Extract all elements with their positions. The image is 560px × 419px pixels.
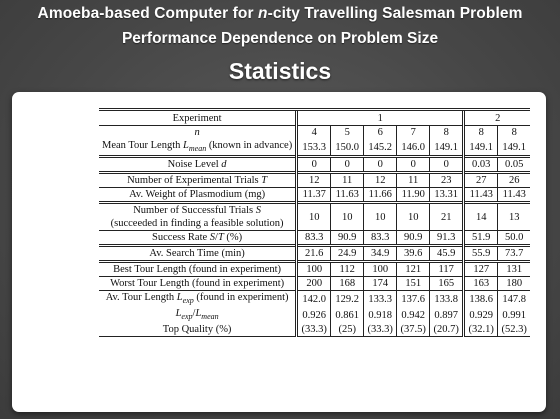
cell-succ-1: 10 bbox=[297, 203, 331, 231]
row-label-n: n bbox=[99, 126, 297, 140]
cell-best-6: 127 bbox=[464, 262, 498, 277]
cell-mean-7: 149.1 bbox=[498, 139, 531, 157]
cell-trials-3: 12 bbox=[364, 173, 397, 188]
row-label-succ: Number of Successful Trials S (succeeded in finding a feasible solution) bbox=[99, 203, 297, 231]
row-label-weight: Av. Weight of Plasmodium (mg) bbox=[99, 188, 297, 203]
cell-worst-2: 168 bbox=[331, 277, 364, 291]
table-row-rate bbox=[99, 231, 530, 246]
cell-lexp-5: 133.8 bbox=[430, 291, 464, 308]
cell-top-1: (33.3) bbox=[297, 323, 331, 337]
table-row-ratio bbox=[99, 307, 530, 323]
cell-best-7: 131 bbox=[498, 262, 531, 277]
row-label-top: Top Quality (%) bbox=[99, 323, 297, 337]
cell-time-4: 39.6 bbox=[397, 246, 430, 262]
cell-succ-2: 10 bbox=[331, 203, 364, 231]
cell-n-7: 8 bbox=[498, 126, 531, 140]
cell-trials-2: 11 bbox=[331, 173, 364, 188]
cell-worst-4: 151 bbox=[397, 277, 430, 291]
row-label-lexp: Av. Tour Length $L_{exp}$ (found in experiment) bbox=[99, 291, 297, 308]
cell-time-5: 45.9 bbox=[430, 246, 464, 262]
cell-noise-1: 0 bbox=[297, 157, 331, 173]
table-row-weight bbox=[99, 188, 530, 203]
cell-trials-6: 27 bbox=[464, 173, 498, 188]
slide-title: Amoeba-based Computer for n-city Travelling Salesman Problem bbox=[37, 5, 523, 22]
cell-mean-2: 150.0 bbox=[331, 139, 364, 157]
cell-mean-1: 153.3 bbox=[297, 139, 331, 157]
cell-top-2: (25) bbox=[331, 323, 364, 337]
cell-weight-4: 11.90 bbox=[397, 188, 430, 203]
section-heading: Statistics bbox=[228, 58, 332, 84]
cell-weight-3: 11.66 bbox=[364, 188, 397, 203]
cell-weight-6: 11.43 bbox=[464, 188, 498, 203]
row-label-time: Av. Search Time (min) bbox=[99, 246, 297, 262]
cell-worst-3: 174 bbox=[364, 277, 397, 291]
cell-succ-7: 13 bbox=[498, 203, 531, 231]
cell-succ-5: 21 bbox=[430, 203, 464, 231]
cell-ratio-1: 0.926 bbox=[297, 307, 331, 323]
cell-mean-5: 149.1 bbox=[430, 139, 464, 157]
cell-succ-3: 10 bbox=[364, 203, 397, 231]
cell-lexp-2: 129.2 bbox=[331, 291, 364, 308]
cell-noise-7: 0.05 bbox=[498, 157, 531, 173]
cell-rate-3: 83.3 bbox=[364, 231, 397, 246]
cell-best-1: 100 bbox=[297, 262, 331, 277]
row-label-rate: Success Rate S/T (%) bbox=[99, 231, 297, 246]
cell-weight-7: 11.43 bbox=[498, 188, 531, 203]
cell-weight-2: 11.63 bbox=[331, 188, 364, 203]
cell-rate-2: 90.9 bbox=[331, 231, 364, 246]
cell-time-2: 24.9 bbox=[331, 246, 364, 262]
table-row-time bbox=[99, 246, 530, 262]
cell-mean-6: 149.1 bbox=[464, 139, 498, 157]
cell-worst-1: 200 bbox=[297, 277, 331, 291]
cell-noise-2: 0 bbox=[331, 157, 364, 173]
cell-trials-5: 23 bbox=[430, 173, 464, 188]
row-label-trials: Number of Experimental Trials T bbox=[99, 173, 297, 188]
cell-n-5: 8 bbox=[430, 126, 464, 140]
table-row-mean bbox=[99, 139, 530, 157]
table-header-row bbox=[99, 110, 530, 126]
cell-noise-3: 0 bbox=[364, 157, 397, 173]
group-1-header: 1 bbox=[297, 110, 464, 126]
cell-succ-6: 14 bbox=[464, 203, 498, 231]
cell-worst-5: 165 bbox=[430, 277, 464, 291]
cell-n-6: 8 bbox=[464, 126, 498, 140]
table-row-worst bbox=[99, 277, 530, 291]
cell-time-3: 34.9 bbox=[364, 246, 397, 262]
cell-n-1: 4 bbox=[297, 126, 331, 140]
cell-worst-6: 163 bbox=[464, 277, 498, 291]
table-row-lexp bbox=[99, 291, 530, 308]
cell-rate-5: 91.3 bbox=[430, 231, 464, 246]
cell-rate-1: 83.3 bbox=[297, 231, 331, 246]
cell-mean-3: 145.2 bbox=[364, 139, 397, 157]
cell-rate-7: 50.0 bbox=[498, 231, 531, 246]
row-label-worst: Worst Tour Length (found in experiment) bbox=[99, 277, 297, 291]
table-row-n bbox=[99, 126, 530, 140]
table-row-best bbox=[99, 262, 530, 277]
table-row-succ bbox=[99, 203, 530, 231]
slide-subtitle: Performance Dependence on Problem Size bbox=[121, 30, 439, 47]
cell-ratio-6: 0.929 bbox=[464, 307, 498, 323]
cell-lexp-6: 138.6 bbox=[464, 291, 498, 308]
group-2-header: 2 bbox=[464, 110, 531, 126]
cell-weight-5: 13.31 bbox=[430, 188, 464, 203]
row-label-best: Best Tour Length (found in experiment) bbox=[99, 262, 297, 277]
row-label-mean: Mean Tour Length $L_{mean}$ (known in advance) bbox=[102, 140, 293, 154]
cell-best-2: 112 bbox=[331, 262, 364, 277]
cell-trials-4: 11 bbox=[397, 173, 430, 188]
cell-mean-4: 146.0 bbox=[397, 139, 430, 157]
table-row-trials bbox=[99, 173, 530, 188]
cell-lexp-3: 133.3 bbox=[364, 291, 397, 308]
cell-n-2: 5 bbox=[331, 126, 364, 140]
statistics-card bbox=[12, 92, 546, 412]
cell-lexp-4: 137.6 bbox=[397, 291, 430, 308]
cell-top-3: (33.3) bbox=[364, 323, 397, 337]
cell-ratio-3: 0.918 bbox=[364, 307, 397, 323]
cell-noise-5: 0 bbox=[430, 157, 464, 173]
row-label-ratio: $L_{exp}/L_{mean}$ bbox=[175, 308, 219, 322]
cell-trials-1: 12 bbox=[297, 173, 331, 188]
cell-ratio-2: 0.861 bbox=[331, 307, 364, 323]
cell-ratio-7: 0.991 bbox=[498, 307, 531, 323]
cell-time-1: 21.6 bbox=[297, 246, 331, 262]
cell-rate-4: 90.9 bbox=[397, 231, 430, 246]
table-row-noise bbox=[99, 157, 530, 173]
experiment-label: Experiment bbox=[99, 110, 297, 126]
cell-best-4: 121 bbox=[397, 262, 430, 277]
cell-ratio-5: 0.897 bbox=[430, 307, 464, 323]
cell-weight-1: 11.37 bbox=[297, 188, 331, 203]
cell-best-5: 117 bbox=[430, 262, 464, 277]
cell-ratio-4: 0.942 bbox=[397, 307, 430, 323]
cell-time-6: 55.9 bbox=[464, 246, 498, 262]
cell-best-3: 100 bbox=[364, 262, 397, 277]
cell-noise-4: 0 bbox=[397, 157, 430, 173]
cell-lexp-7: 147.8 bbox=[498, 291, 531, 308]
cell-time-7: 73.7 bbox=[498, 246, 531, 262]
cell-n-4: 7 bbox=[397, 126, 430, 140]
cell-top-4: (37.5) bbox=[397, 323, 430, 337]
statistics-table bbox=[99, 108, 530, 337]
cell-top-6: (32.1) bbox=[464, 323, 498, 337]
cell-noise-6: 0.03 bbox=[464, 157, 498, 173]
cell-trials-7: 26 bbox=[498, 173, 531, 188]
row-label-noise: Noise Level d bbox=[99, 157, 297, 173]
cell-rate-6: 51.9 bbox=[464, 231, 498, 246]
cell-top-7: (52.3) bbox=[498, 323, 531, 337]
cell-lexp-1: 142.0 bbox=[297, 291, 331, 308]
cell-worst-7: 180 bbox=[498, 277, 531, 291]
table-row-top bbox=[99, 323, 530, 337]
cell-succ-4: 10 bbox=[397, 203, 430, 231]
cell-n-3: 6 bbox=[364, 126, 397, 140]
cell-top-5: (20.7) bbox=[430, 323, 464, 337]
